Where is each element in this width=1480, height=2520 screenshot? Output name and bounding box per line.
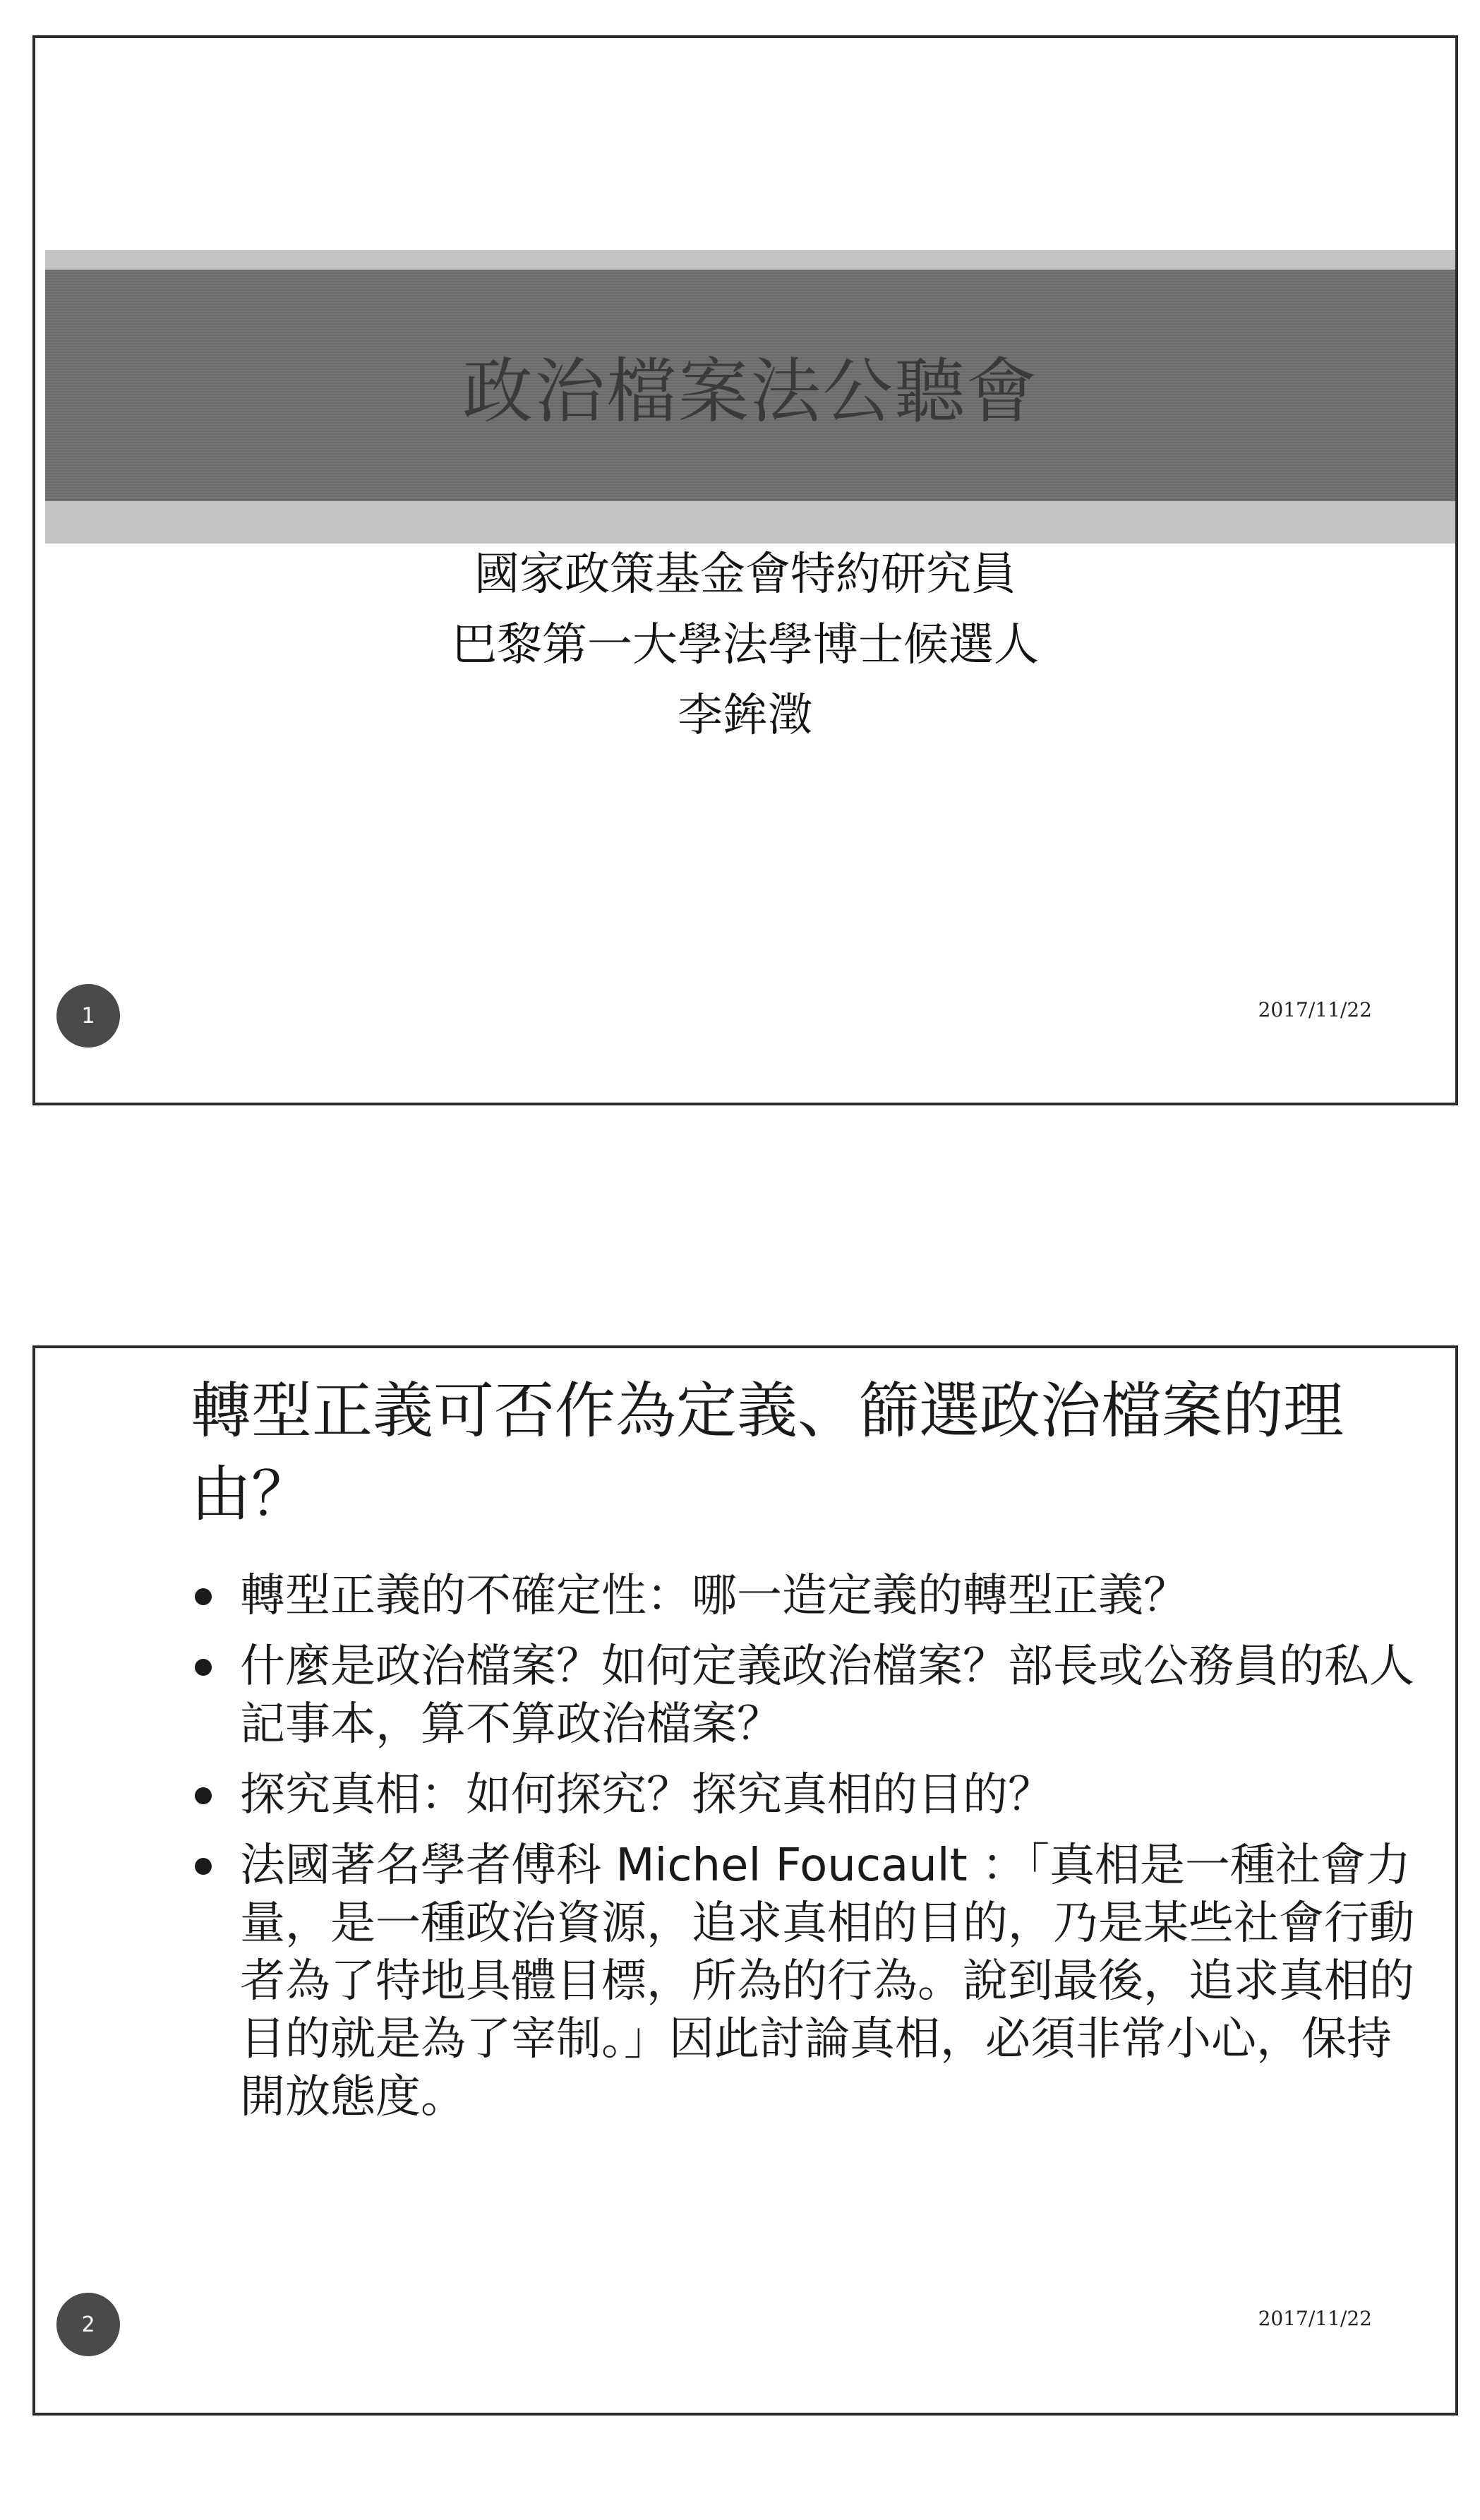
- slide-date: 2017/11/22: [1258, 2307, 1372, 2330]
- slide-2: [32, 1345, 1458, 2416]
- bullet-dot-icon: [195, 1787, 212, 1804]
- bullet-dot-icon: [195, 1858, 212, 1875]
- bullet-dot-icon: [195, 1588, 212, 1605]
- slide-2-title: 轉型正義可否作為定義、篩選政治檔案的理由？: [191, 1376, 1344, 1530]
- bullet-item: [191, 1766, 1433, 1824]
- slide-number-badge: 2: [56, 2293, 120, 2356]
- slide-1-subtitle: [35, 539, 1455, 751]
- bullet-text: 探究真相：如何探究？探究真相的目的？: [240, 1769, 1053, 1821]
- subtitle-line-3: 李鉾澂: [678, 690, 813, 742]
- bullet-list: [191, 1567, 1433, 2139]
- subtitle-line-1: 國家政策基金會特約研究員: [474, 548, 1016, 601]
- slide-number-badge: 1: [56, 984, 120, 1048]
- subtitle-line-2: 巴黎第一大學法學博士候選人: [452, 619, 1039, 671]
- bullet-text: 轉型正義的不確定性：哪一造定義的轉型正義？: [240, 1570, 1189, 1622]
- title-band-inner: [45, 270, 1455, 501]
- title-band: [45, 250, 1455, 544]
- bullet-item: [191, 1638, 1433, 1753]
- bullet-text: 什麼是政治檔案？如何定義政治檔案？部長或公務員的私人記事本，算不算政治檔案？: [240, 1640, 1414, 1751]
- slide-1-title: 政治檔案法公聽會: [462, 350, 1038, 433]
- slide-date: 2017/11/22: [1258, 998, 1372, 1021]
- bullet-dot-icon: [195, 1659, 212, 1676]
- bullet-item: [191, 1567, 1433, 1625]
- bullet-item: [191, 1837, 1433, 2126]
- bullet-text: 法國著名學者傅科 Michel Foucault ：「真相是一種社會力量，是一種政治資源，追求真相的目的，乃是某些社會行動者為了特地具體目標，所為的行為。說到最後，追求真相的目的就是為了宰制。」因此討論真相，必須非常小心，保持開放態度。: [240, 1840, 1414, 2123]
- slide-1: [32, 35, 1458, 1105]
